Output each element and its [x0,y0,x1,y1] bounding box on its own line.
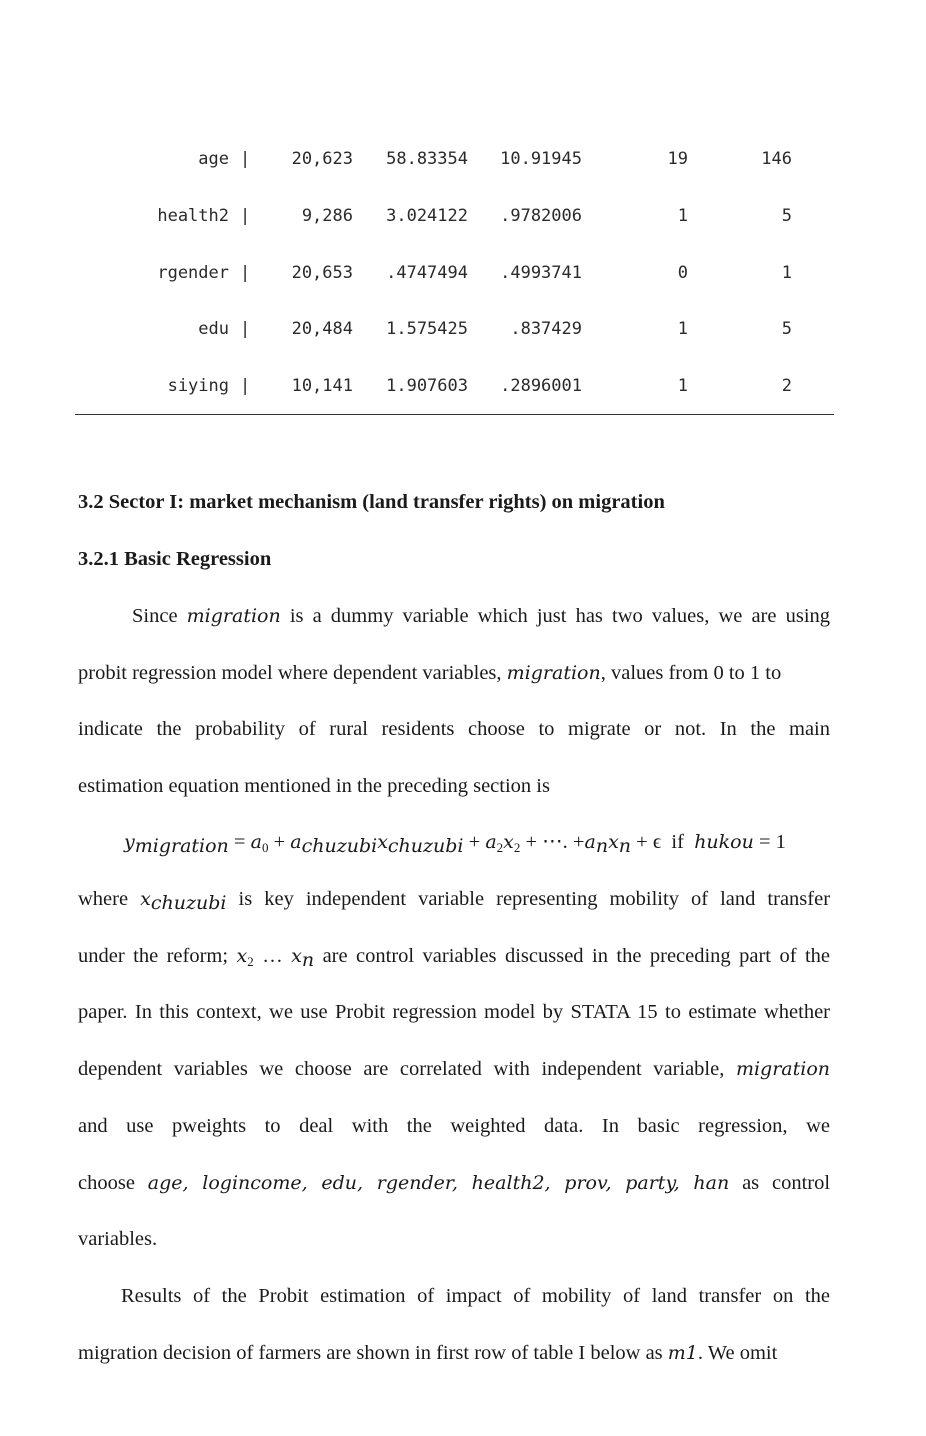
paragraph-line [78,658,830,688]
paragraph-line [78,1054,830,1084]
math-term: a [584,831,596,853]
std-dev-value: .9782006 [500,206,582,226]
text-run: under the reform; [78,945,229,967]
variable-name: rgender [157,263,229,283]
math-term: x [377,831,388,853]
math-term: x [140,888,151,910]
paragraph-line [78,941,830,971]
math-term: x [236,945,248,967]
math-subscript: chuzubi [150,892,227,914]
math-operator: + ϵ [631,831,662,853]
obs-value: 9,286 [301,206,353,226]
min-value: 1 [677,206,688,226]
text-run: , values from 0 to 1 to [600,662,782,684]
text-run: control [771,1172,831,1194]
math-term: x [291,945,302,967]
math-operator: + ⋯. + [520,831,585,853]
math-subscript: 0 [261,840,269,855]
table-bottom-rule [75,414,834,415]
text-run: migration decision of farmers are shown in first row of table I below as [78,1342,663,1364]
text-run: are control variables discussed in the preceding part of the [322,945,831,967]
mean-value: 1.907603 [386,376,468,396]
text-run: Since [132,605,178,627]
min-value: 1 [677,376,688,396]
table-row [0,258,926,288]
column-separator: | [240,263,251,283]
std-dev-value: .2896001 [500,376,582,396]
math-subscript: chuzubi [387,835,464,857]
math-term: y [124,831,135,853]
max-value: 5 [781,319,792,339]
min-value: 0 [677,263,688,283]
column-separator: | [240,149,251,169]
column-separator: | [240,319,251,339]
math-term: migration [735,1058,830,1080]
text-run: is key independent variable representing mobility of land transfer [238,888,831,910]
std-dev-value: 10.91945 [500,149,582,169]
math-operator: = 1 [753,831,786,853]
variable-name: edu [198,319,229,339]
mean-value: 58.83354 [386,149,468,169]
paragraph-line: estimation equation mentioned in the preceding section is [78,775,550,797]
subsection-heading: 3.2.1 Basic Regression [78,548,272,570]
paragraph-line: paper. In this context, we use Probit regression model by STATA 15 to estimate whether [78,1001,830,1023]
mean-value: .4747494 [386,263,468,283]
estimation-equation [124,827,786,857]
math-term: m1 [667,1342,698,1364]
max-value: 5 [781,206,792,226]
max-value: 2 [781,376,792,396]
paragraph-line [78,884,830,914]
variable-name: health2 [157,206,229,226]
math-subscript: n [301,949,315,971]
obs-value: 20,484 [291,319,353,339]
obs-value: 20,653 [291,263,353,283]
variable-name: age [198,149,229,169]
table-row [0,201,926,231]
text-run: where [78,888,129,910]
math-term: x [608,831,619,853]
text-run: choose [78,1172,135,1194]
table-row [0,314,926,344]
paragraph-line: Results of the Probit estimation of impact of mobility of land transfer on the [121,1285,830,1307]
math-subscript: 2 [247,954,254,969]
mean-value: 1.575425 [386,319,468,339]
math-term: a [485,831,497,853]
math-term: a [290,831,302,853]
math-operator: + [463,831,486,853]
math-subscript: 2 [496,840,504,855]
table-row [0,371,926,401]
min-value: 1 [677,319,688,339]
math-subscript: chuzubi [301,835,378,857]
paragraph-line [132,601,830,631]
max-value: 146 [761,149,792,169]
table-row [0,144,926,174]
paragraph-line: variables. [78,1228,158,1250]
std-dev-value: .4993741 [500,263,582,283]
paragraph-line: indicate the probability of rural residents choose to migrate or not. In the main [78,718,830,740]
max-value: 1 [781,263,792,283]
text-run: as [742,1172,760,1194]
math-subscript: 2 [513,840,521,855]
math-subscript: n [595,835,609,857]
column-separator: | [240,376,251,396]
math-operator: … [253,945,292,967]
paragraph-line [78,1168,830,1198]
math-term: migration [186,605,281,627]
math-term: x [503,831,514,853]
std-dev-value: .837429 [510,319,582,339]
paragraph-line: and use pweights to deal with the weighted data. In basic regression, we [78,1115,830,1137]
paragraph-line [78,1338,830,1368]
equation-condition: if [671,831,684,853]
variable-name: siying [167,376,229,396]
math-subscript: n [618,835,632,857]
math-term: age, logincome, edu, rgender, health2, prov, party, han [147,1172,730,1194]
math-term: migration [506,662,601,684]
text-run: is a dummy variable which just has two values, we are using [289,605,831,627]
math-subscript: migration [134,835,229,857]
math-term: a [250,831,262,853]
min-value: 19 [667,149,688,169]
obs-value: 10,141 [291,376,353,396]
text-run: probit regression model where dependent variables, [78,662,502,684]
obs-value: 20,623 [291,149,353,169]
text-run: . We omit [697,1342,778,1364]
section-heading: 3.2 Sector I: market mechanism (land transfer rights) on migration [78,491,665,513]
math-term: hukou [694,831,754,853]
text-run: dependent variables we choose are correlated with independent variable, [78,1058,725,1080]
math-operator: + [268,831,291,853]
column-separator: | [240,206,251,226]
mean-value: 3.024122 [386,206,468,226]
math-operator: = [228,831,251,853]
